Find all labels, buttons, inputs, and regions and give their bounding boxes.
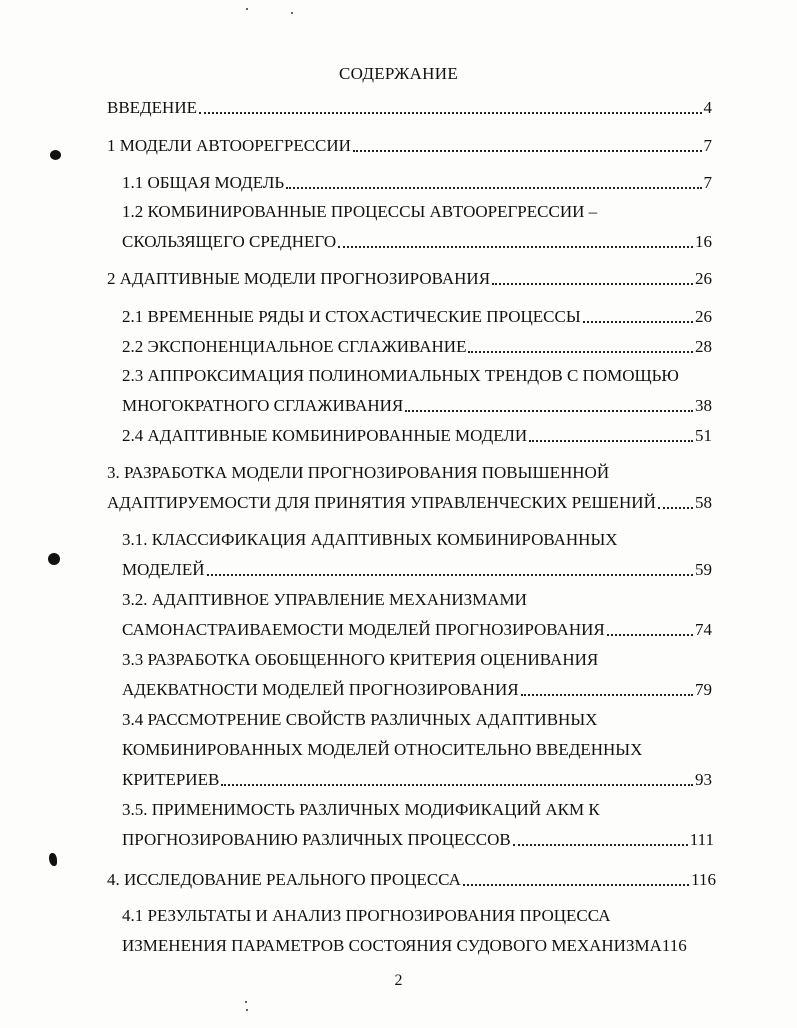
toc-entry-text: САМОНАСТРАИВАЕМОСТИ МОДЕЛЕЙ ПРОГНОЗИРОВАНИЯ [122, 620, 605, 639]
toc-entry-text: 1.1 ОБЩАЯ МОДЕЛЬ [122, 173, 285, 192]
toc-entry-text: АДЕКВАТНОСТИ МОДЕЛЕЙ ПРОГНОЗИРОВАНИЯ [122, 680, 519, 699]
toc-entry-text: 2.1 ВРЕМЕННЫЕ РЯДЫ И СТОХАСТИЧЕСКИЕ ПРОЦЕССЫ [122, 307, 581, 326]
toc-entry-text: 2.2 ЭКСПОНЕНЦИАЛЬНОЕ СГЛАЖИВАНИЕ [122, 337, 467, 356]
toc-entry-text: 4. ИССЛЕДОВАНИЕ РЕАЛЬНОГО ПРОЦЕССА [107, 870, 461, 889]
toc-entry-page: 7 [703, 173, 712, 192]
toc-leader [338, 245, 693, 248]
toc-entry-text: ВВЕДЕНИЕ [107, 98, 197, 117]
toc-leader [583, 320, 693, 323]
toc-entry-text: 3.5. ПРИМЕНИМОСТЬ РАЗЛИЧНЫХ МОДИФИКАЦИЙ АКМ К [122, 800, 600, 819]
toc-entry [122, 589, 527, 611]
page-title: СОДЕРЖАНИЕ [338, 64, 459, 83]
toc-entry-text: СКОЛЬЗЯЩЕГО СРЕДНЕГО [122, 232, 337, 251]
toc-leader [607, 633, 693, 636]
toc-entry [122, 559, 712, 581]
toc-entry [122, 829, 714, 851]
scan-speck [291, 12, 293, 14]
toc-leader [207, 573, 694, 576]
toc-entry-page: 58 [695, 493, 712, 512]
toc-entry [122, 739, 642, 761]
toc-entry [122, 336, 712, 358]
toc-entry-text: ИЗМЕНЕНИЯ ПАРАМЕТРОВ СОСТОЯНИЯ СУДОВОГО МЕХАНИЗМА116 [122, 936, 687, 955]
toc-entry [122, 172, 712, 194]
toc-entry [122, 231, 712, 253]
ink-blot [50, 150, 61, 160]
toc-entry-text: КОМБИНИРОВАННЫХ МОДЕЛЕЙ ОТНОСИТЕЛЬНО ВВЕДЕННЫХ [122, 740, 643, 759]
toc-entry [122, 395, 712, 417]
toc-entry-page: 16 [695, 232, 712, 251]
toc-entry-page: 51 [695, 426, 712, 445]
toc-entry-page: 7 [703, 136, 712, 155]
toc-entry-text: КРИТЕРИЕВ [122, 770, 220, 789]
toc-entry [122, 709, 597, 731]
toc-leader [463, 883, 689, 886]
toc-entry [122, 619, 712, 641]
toc-leader [492, 282, 693, 285]
toc-entry-text: МОДЕЛЕЙ [122, 560, 205, 579]
toc-leader [658, 506, 693, 509]
toc-entry-page: 59 [695, 560, 712, 579]
toc-entry-page: 111 [689, 830, 714, 849]
toc-entry-page: 116 [691, 870, 716, 889]
toc-entry [107, 462, 609, 484]
toc-entry-page: 74 [695, 620, 712, 639]
toc-entry-page: 38 [695, 396, 712, 415]
toc-entry-text: МНОГОКРАТНОГО СГЛАЖИВАНИЯ [122, 396, 404, 415]
toc-leader [353, 149, 702, 152]
toc-entry [107, 97, 712, 119]
toc-entry-text: 2.4 АДАПТИВНЫЕ КОМБИНИРОВАННЫЕ МОДЕЛИ [122, 426, 528, 445]
toc-entry [122, 365, 679, 387]
toc-entry [107, 492, 712, 514]
toc-entry [122, 679, 712, 701]
toc-entry-page: 26 [695, 307, 712, 326]
toc-entry-text: 1 МОДЕЛИ АВТООРЕГРЕССИИ [107, 136, 351, 155]
toc-entry [122, 649, 598, 671]
toc-entry-page: 26 [695, 269, 712, 288]
toc-entry-text: 4.1 РЕЗУЛЬТАТЫ И АНАЛИЗ ПРОГНОЗИРОВАНИЯ ПРОЦЕССА [122, 906, 611, 925]
toc-entry-text: 1.2 КОМБИНИРОВАННЫЕ ПРОЦЕССЫ АВТООРЕГРЕССИИ – [122, 202, 598, 221]
toc-entry [107, 268, 712, 290]
toc-entry [107, 135, 712, 157]
toc-entry [122, 306, 712, 328]
toc-leader [286, 186, 701, 189]
toc-entry [122, 905, 610, 927]
toc-leader [199, 111, 702, 114]
toc-entry-text: 3.4 РАССМОТРЕНИЕ СВОЙСТВ РАЗЛИЧНЫХ АДАПТИВНЫХ [122, 710, 598, 729]
toc-entry [107, 869, 716, 891]
toc-entry [122, 799, 600, 821]
toc-entry [122, 201, 597, 223]
toc-entry-text: 3.1. КЛАССИФИКАЦИЯ АДАПТИВНЫХ КОМБИНИРОВАННЫХ [122, 530, 618, 549]
toc-entry [122, 529, 618, 551]
toc-entry-page: 93 [695, 770, 712, 789]
toc-entry-text: 2 АДАПТИВНЫЕ МОДЕЛИ ПРОГНОЗИРОВАНИЯ [107, 269, 491, 288]
toc-leader [513, 843, 688, 846]
toc-entry-text: АДАПТИРУЕМОСТИ ДЛЯ ПРИНЯТИЯ УПРАВЛЕНЧЕСКИХ РЕШЕНИЙ [107, 493, 656, 512]
page-number: 2 [394, 972, 403, 989]
toc-entry-page: 79 [695, 680, 712, 699]
toc-leader [529, 439, 693, 442]
scan-speck [246, 1009, 248, 1011]
toc-leader [521, 693, 693, 696]
toc-entry-text: 3.2. АДАПТИВНОЕ УПРАВЛЕНИЕ МЕХАНИЗМАМИ [122, 590, 527, 609]
toc-entry-page: 28 [695, 337, 712, 356]
toc-entry [122, 769, 712, 791]
toc-entry-text: 2.3 АППРОКСИМАЦИЯ ПОЛИНОМИАЛЬНЫХ ТРЕНДОВ С ПОМОЩЬЮ [122, 366, 679, 385]
toc-entry-text: ПРОГНОЗИРОВАНИЮ РАЗЛИЧНЫХ ПРОЦЕССОВ [122, 830, 511, 849]
toc-entry [122, 425, 712, 447]
toc-entry-page: 4 [703, 98, 712, 117]
toc-leader [405, 409, 693, 412]
ink-blot [48, 553, 60, 565]
ink-blot [49, 853, 57, 866]
toc-entry-text: 3. РАЗРАБОТКА МОДЕЛИ ПРОГНОЗИРОВАНИЯ ПОВЫШЕННОЙ [107, 463, 610, 482]
toc-entry-text: 3.3 РАЗРАБОТКА ОБОБЩЕННОГО КРИТЕРИЯ ОЦЕНИВАНИЯ [122, 650, 599, 669]
scan-speck [245, 1001, 247, 1003]
scan-speck [246, 8, 248, 10]
toc-entry [122, 935, 687, 957]
toc-leader [468, 350, 693, 353]
toc-leader [221, 783, 693, 786]
